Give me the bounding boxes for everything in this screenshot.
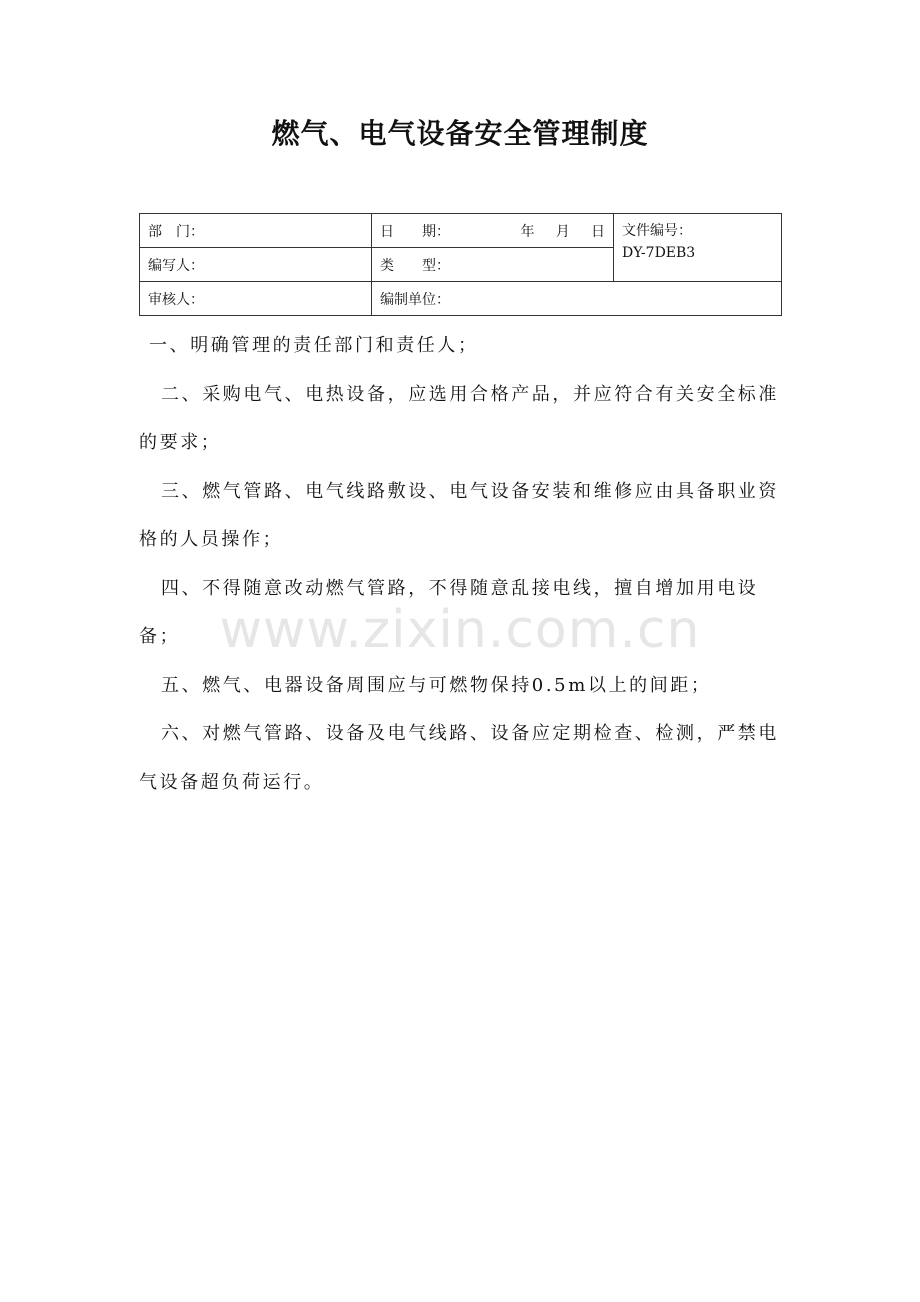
month-label: 月 <box>555 223 570 240</box>
watermark: www.zixin.com.cn <box>219 600 701 660</box>
paragraph-3: 三、燃气管路、电气线路敷设、电气设备安装和维修应由具备职业资格的人员操作； <box>139 480 779 550</box>
type-cell <box>372 248 614 282</box>
day-label: 日 <box>591 223 605 240</box>
paragraph-6: 六、对燃气管路、设备及电气线路、设备应定期检查、检测，严禁电气设备超负荷运行。 <box>139 723 779 793</box>
reviewer-cell <box>140 282 372 316</box>
year-label: 年 <box>520 223 535 240</box>
type-label: 类 型： <box>380 257 450 274</box>
department-cell <box>140 214 372 248</box>
document-info-table <box>139 213 782 316</box>
doc-number-value: DY-7DEB3 <box>622 245 696 261</box>
unit-label: 编制单位： <box>380 291 450 308</box>
department-label: 部 门： <box>148 223 204 240</box>
reviewer-label: 审核人： <box>148 291 204 308</box>
paragraph-1: 一、明确管理的责任部门和责任人； <box>149 335 479 356</box>
date-label: 日 期： <box>380 223 450 240</box>
doc-number-cell <box>614 214 782 282</box>
regulation-body <box>139 322 791 807</box>
page-title: 燃气、电气设备安全管理制度 <box>271 117 649 150</box>
paragraph-2: 二、采购电气、电热设备，应选用合格产品，并应符合有关安全标准的要求； <box>139 383 779 453</box>
unit-cell <box>372 282 782 316</box>
paragraph-4: 四、不得随意改动燃气管路，不得随意乱接电线，擅自增加用电设备； <box>139 577 759 647</box>
author-label: 编写人： <box>148 257 204 274</box>
author-cell <box>140 248 372 282</box>
paragraph-5: 五、燃气、电器设备周围应与可燃物保持0.5m以上的间距； <box>161 674 712 696</box>
doc-number-label: 文件编号： <box>622 223 692 239</box>
date-cell <box>372 214 614 248</box>
